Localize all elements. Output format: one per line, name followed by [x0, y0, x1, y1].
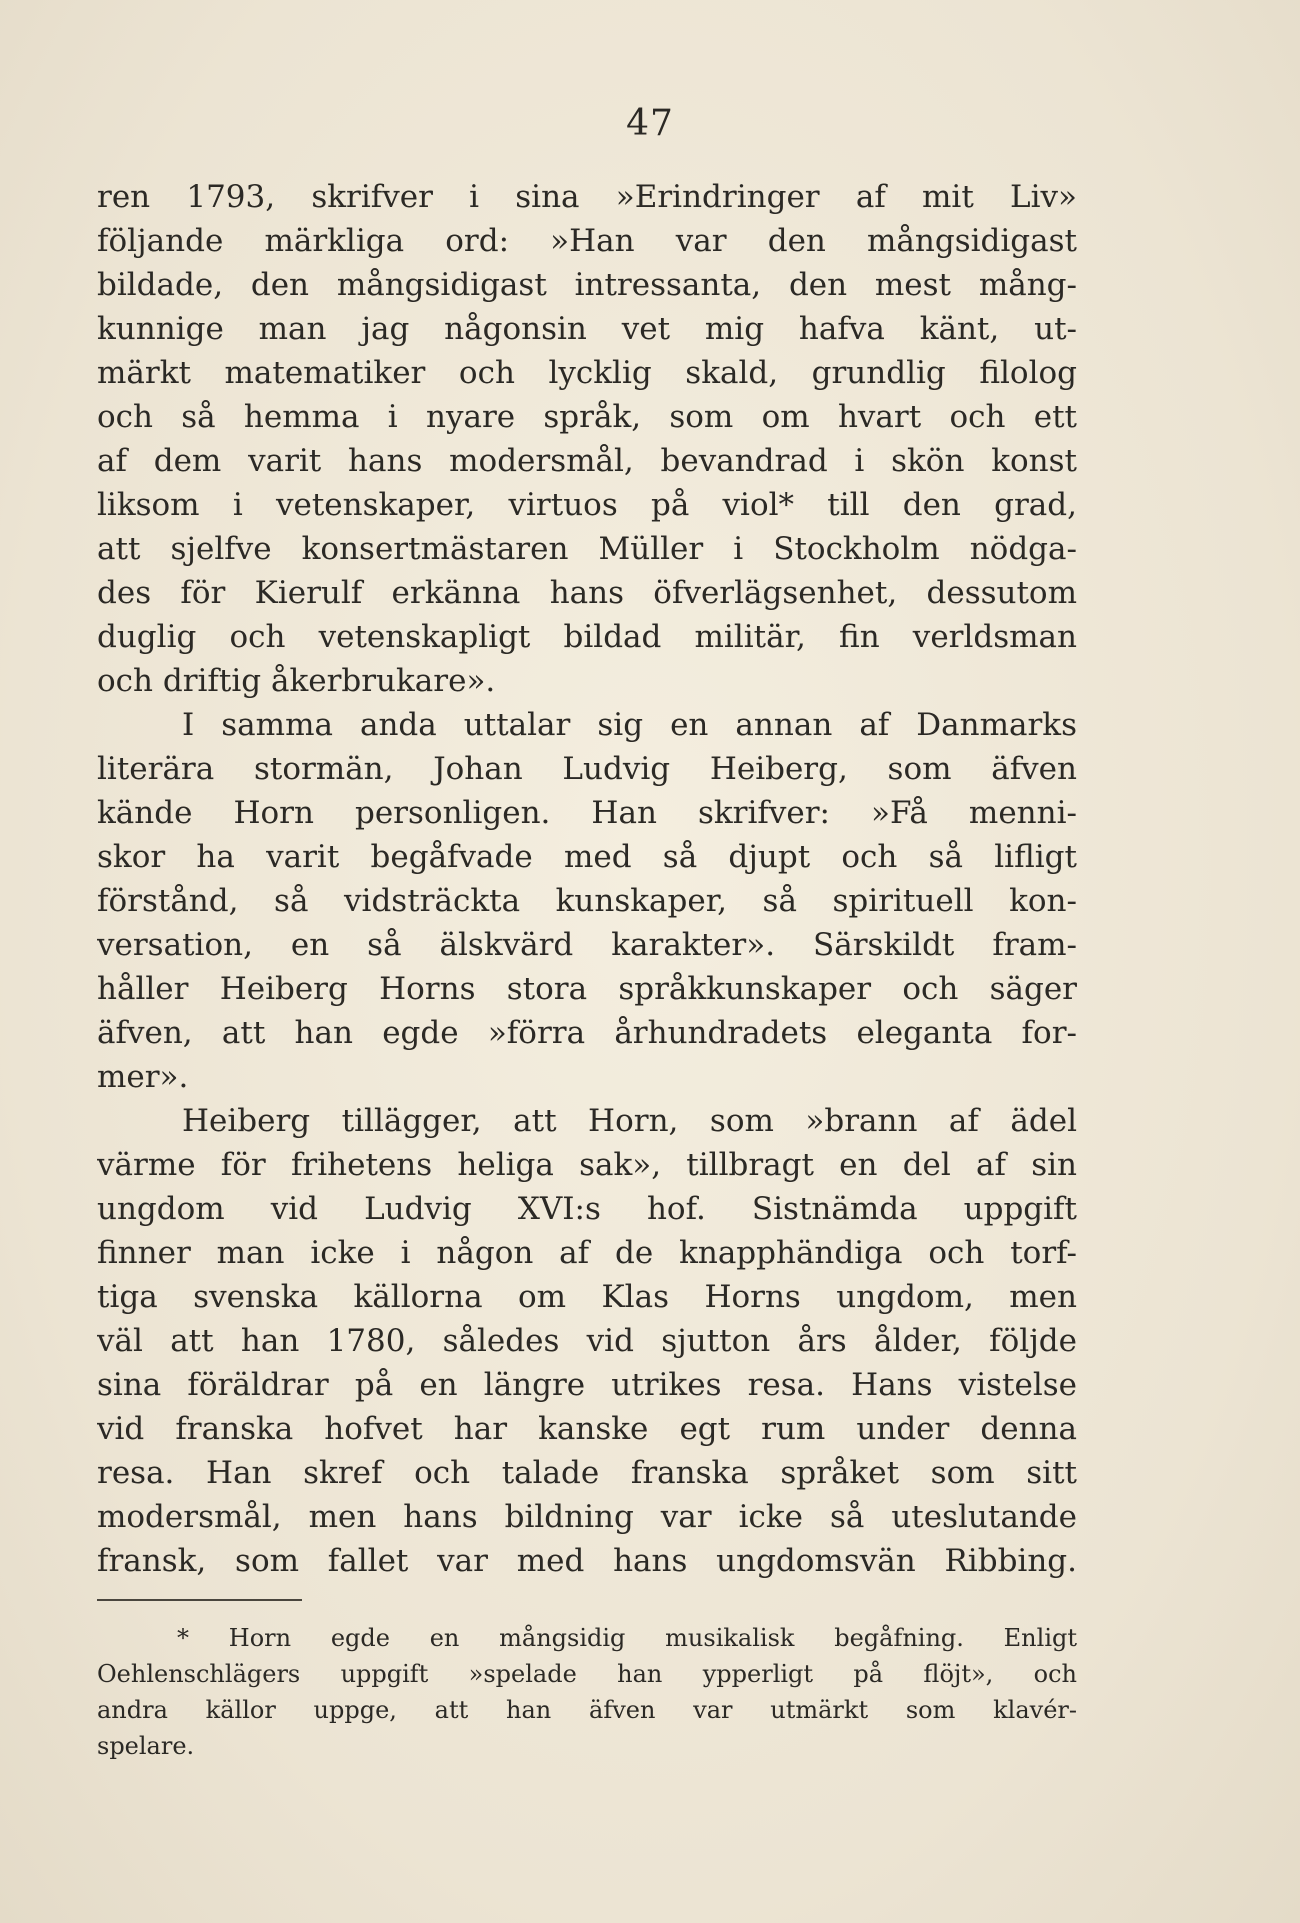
text-line: finner man icke i någon af de knapphändiga och torf- [97, 1235, 1077, 1271]
text-line: värme för frihetens heliga sak», tillbragt en del af sin [97, 1147, 1077, 1183]
text-line: resa. Han skref och talade franska språket som sitt [97, 1455, 1077, 1491]
text-line: ungdom vid Ludvig XVI:s hof. Sistnämda uppgift [97, 1191, 1077, 1227]
footnote-line: * Horn egde en mångsidig musikalisk begåfning. Enligt [177, 1624, 1077, 1652]
text-line: märkt matematiker och lycklig skald, grundlig filolog [97, 355, 1077, 391]
text-line: des för Kierulf erkänna hans öfverlägsenhet, dessutom [97, 575, 1077, 611]
footnote-line: andra källor uppge, att han äfven var utmärkt som klavér- [97, 1696, 1077, 1724]
footnote [97, 1620, 1077, 1764]
text-line: kunnige man jag någonsin vet mig hafva känt, ut- [97, 311, 1077, 347]
text-line: håller Heiberg Horns stora språkkunskaper och säger [97, 971, 1077, 1007]
footnote-line: spelare. [97, 1732, 195, 1760]
text-line: versation, en så älskvärd karakter». Särskildt fram- [97, 927, 1077, 963]
text-line: af dem varit hans modersmål, bevandrad i skön konst [97, 443, 1077, 479]
text-line: ren 1793, skrifver i sina »Erindringer af mit Liv» [97, 179, 1077, 215]
text-line: vid franska hofvet har kanske egt rum under denna [97, 1411, 1077, 1447]
paragraph-start-line: Heiberg tillägger, att Horn, som »brann af ädel [182, 1103, 1077, 1139]
text-line: liksom i vetenskaper, virtuos på viol* till den grad, [97, 487, 1077, 523]
text-line: förstånd, så vidsträckta kunskaper, så spirituell kon- [97, 883, 1077, 919]
text-line: väl att han 1780, således vid sjutton års ålder, följde [97, 1323, 1077, 1359]
text-line: tiga svenska källorna om Klas Horns ungdom, men [97, 1279, 1077, 1315]
paragraph-start-line: I samma anda uttalar sig en annan af Danmarks [182, 707, 1077, 743]
text-line: skor ha varit begåfvade med så djupt och så lifligt [97, 839, 1077, 875]
text-line: sina föräldrar på en längre utrikes resa. Hans vistelse [97, 1367, 1077, 1403]
text-line: och driftig åkerbrukare». [97, 663, 496, 699]
text-line: och så hemma i nyare språk, som om hvart och ett [97, 399, 1077, 435]
text-line: kände Horn personligen. Han skrifver: »Få menni- [97, 795, 1077, 831]
footnote-divider [97, 1599, 302, 1601]
text-line: literära stormän, Johan Ludvig Heiberg, som äfven [97, 751, 1077, 787]
text-line: att sjelfve konsertmästaren Müller i Stockholm nödga- [97, 531, 1077, 567]
text-line: följande märkliga ord: »Han var den mångsidigast [97, 223, 1077, 259]
page-number: 47 [626, 103, 674, 144]
text-line: äfven, att han egde »förra århundradets eleganta for- [97, 1015, 1077, 1051]
footnote-line: Oehlenschlägers uppgift »spelade han ypperligt på flöjt», och [97, 1660, 1077, 1688]
text-line: modersmål, men hans bildning var icke så uteslutande [97, 1499, 1077, 1535]
text-line: duglig och vetenskapligt bildad militär, fin verldsman [97, 619, 1077, 655]
body-text [97, 175, 1077, 1583]
text-line: bildade, den mångsidigast intressanta, den mest mång- [97, 267, 1077, 303]
text-line: fransk, som fallet var med hans ungdomsvän Ribbing. [97, 1543, 1077, 1579]
text-line: mer». [97, 1059, 189, 1095]
